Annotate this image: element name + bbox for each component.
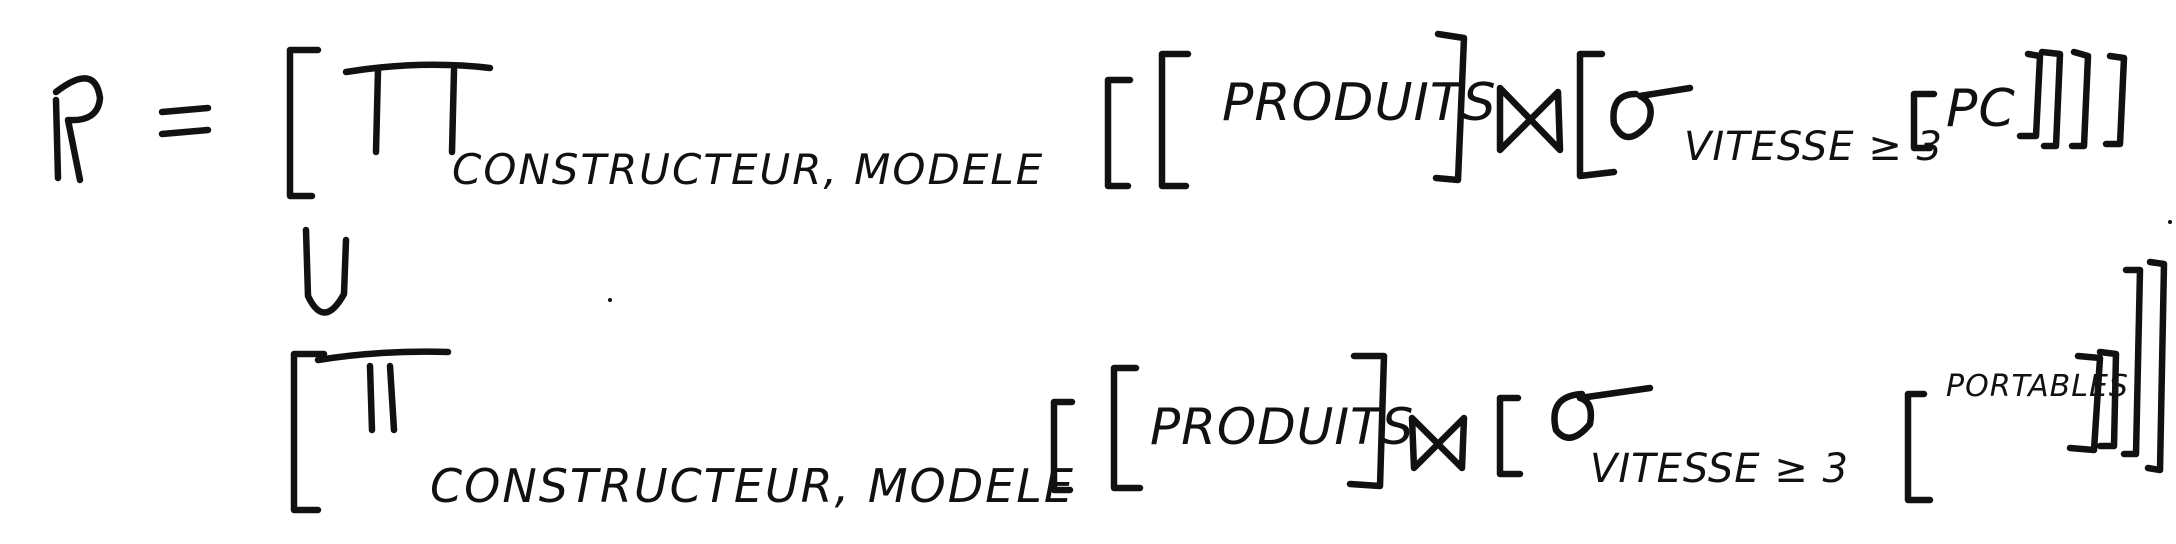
line1-close-bracket-1 (2042, 52, 2060, 146)
lhs-r-glyph (56, 78, 100, 180)
line2-close-bracket-2 (2124, 270, 2140, 454)
line1-join-symbol (1500, 88, 1560, 150)
line2-relation-left: PRODUITS (1150, 398, 1415, 456)
line2-selection-left-bracket (1500, 398, 1520, 474)
line1-projection-symbol (346, 65, 490, 152)
formula-lhs (0, 0, 208, 180)
line1-relation-right: PC (1946, 79, 2016, 139)
line1-left-bracket-a (1108, 80, 1130, 186)
line1-relation-right-close-bracket (2020, 54, 2040, 136)
stray-dot-2 (2168, 220, 2172, 224)
stray-dot-1 (608, 298, 612, 302)
line1-selection-left-bracket (1580, 54, 1614, 176)
line2-projection-attrs: CONSTRUCTEUR, MODELE (430, 459, 1075, 513)
line1-projection-attrs: CONSTRUCTEUR, MODELE (452, 145, 1045, 194)
line1-selection-symbol (1613, 88, 1690, 137)
union-symbol (306, 230, 346, 313)
line1-close-bracket-2 (2072, 52, 2088, 146)
line2-relation-right-open-bracket (1908, 394, 1930, 500)
formula-line-1 (0, 0, 2124, 196)
line2-left-bracket-b (1114, 368, 1140, 488)
line2-relation-right: PORTABLES (1946, 369, 2129, 404)
equals-sign (162, 108, 208, 134)
line2-selection-condition: VITESSE ≥ 3 (1590, 446, 1849, 492)
line2-close-bracket-3 (2148, 262, 2164, 470)
line2-projection-symbol (318, 352, 448, 430)
line1-left-bracket-b (1162, 54, 1188, 186)
line2-join-symbol (1412, 418, 1464, 468)
line2-outer-left-bracket (294, 354, 324, 510)
line1-outer-left-bracket (290, 50, 318, 196)
line1-selection-condition: VITESSE ≥ 3 (1684, 124, 1943, 170)
line2-selection-symbol (1554, 388, 1650, 438)
line1-relation-left: PRODUITS (1222, 73, 1497, 133)
line1-close-bracket-3 (2106, 56, 2124, 144)
